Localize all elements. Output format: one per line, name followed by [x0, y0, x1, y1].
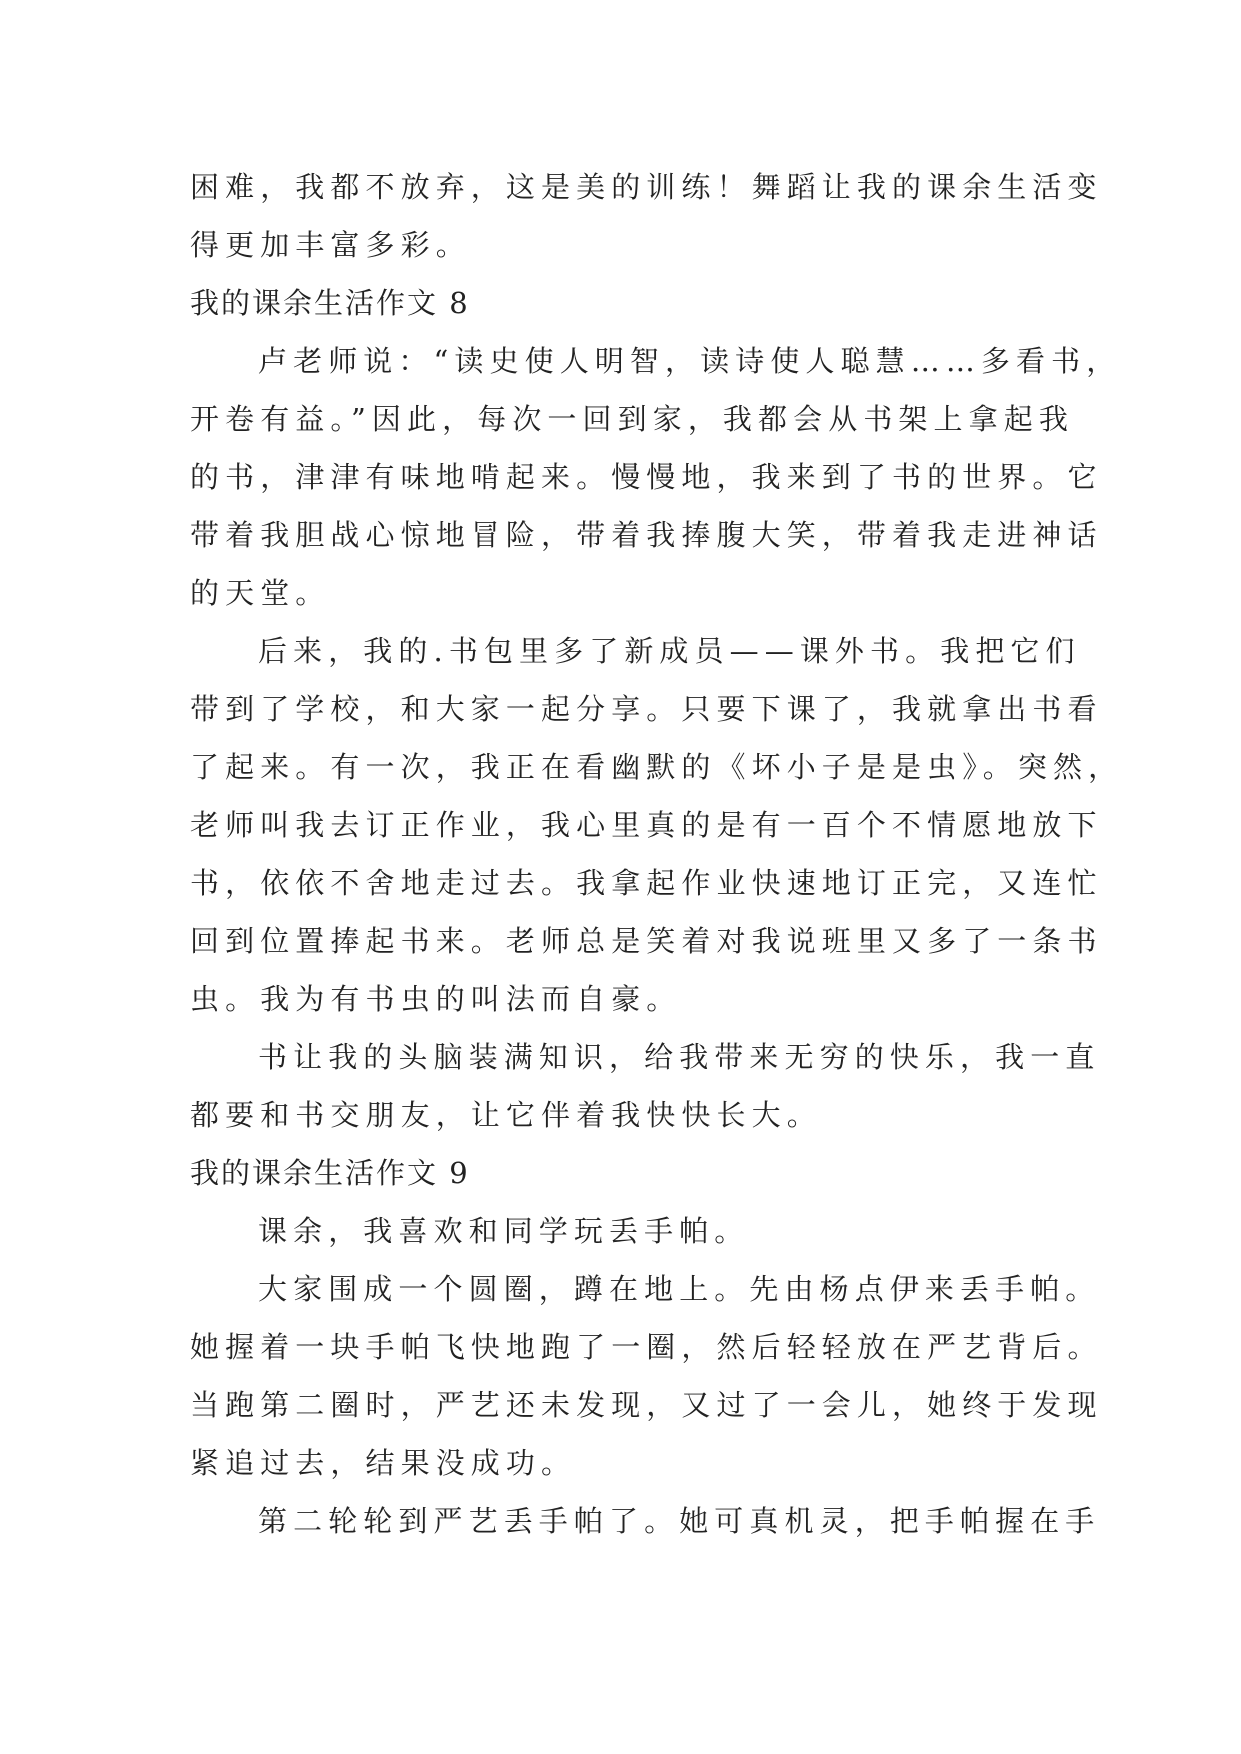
paragraph-first-line: 大家围成一个圆圈，蹲在地上。先由杨点伊来丢手帕。 [258, 1272, 1101, 1306]
text-line: 的天堂。 [190, 576, 331, 610]
paragraph-first-line: 第二轮轮到严艺丢手帕了。她可真机灵，把手帕握在手 [258, 1504, 1101, 1538]
paragraph-first-line: 课余，我喜欢和同学玩丢手帕。 [258, 1214, 750, 1248]
text-line: 开卷有益。”因此，每次一回到家，我都会从书架上拿起我 [190, 402, 1074, 436]
text-line: 书，依依不舍地走过去。我拿起作业快速地订正完，又连忙 [190, 866, 1103, 900]
section-heading: 我的课余生活作文 8 [190, 286, 470, 320]
text-line: 她握着一块手帕飞快地跑了一圈，然后轻轻放在严艺背后。 [190, 1330, 1103, 1364]
text-line: 得更加丰富多彩。 [190, 228, 471, 262]
text-line: 回到位置捧起书来。老师总是笑着对我说班里又多了一条书 [190, 924, 1103, 958]
paragraph-first-line: 书让我的头脑装满知识，给我带来无穷的快乐，我一直 [258, 1040, 1101, 1074]
text-line: 都要和书交朋友，让它伴着我快快长大。 [190, 1098, 822, 1132]
text-line: 了起来。有一次，我正在看幽默的《坏小子是是虫》。突然， [190, 750, 1124, 784]
text-line: 当跑第二圈时，严艺还未发现，又过了一会儿，她终于发现 [190, 1388, 1103, 1422]
paragraph-first-line: 后来，我的.书包里多了新成员——课外书。我把它们 [258, 634, 1081, 668]
text-line: 虫。我为有书虫的叫法而自豪。 [190, 982, 682, 1016]
document-body [190, 158, 1124, 1550]
text-line: 带到了学校，和大家一起分享。只要下课了，我就拿出书看 [190, 692, 1103, 726]
text-line: 紧追过去，结果没成功。 [190, 1446, 577, 1480]
section-heading: 我的课余生活作文 9 [190, 1156, 470, 1190]
text-line: 的书，津津有味地啃起来。慢慢地，我来到了书的世界。它 [190, 460, 1103, 494]
text-line: 带着我胆战心惊地冒险，带着我捧腹大笑，带着我走进神话 [190, 518, 1103, 552]
text-line: 困难，我都不放弃，这是美的训练！舞蹈让我的课余生活变 [190, 170, 1103, 204]
paragraph-first-line: 卢老师说：“读史使人明智，读诗使人聪慧……多看书， [258, 344, 1122, 378]
text-line: 老师叫我去订正作业，我心里真的是有一百个不情愿地放下 [190, 808, 1103, 842]
